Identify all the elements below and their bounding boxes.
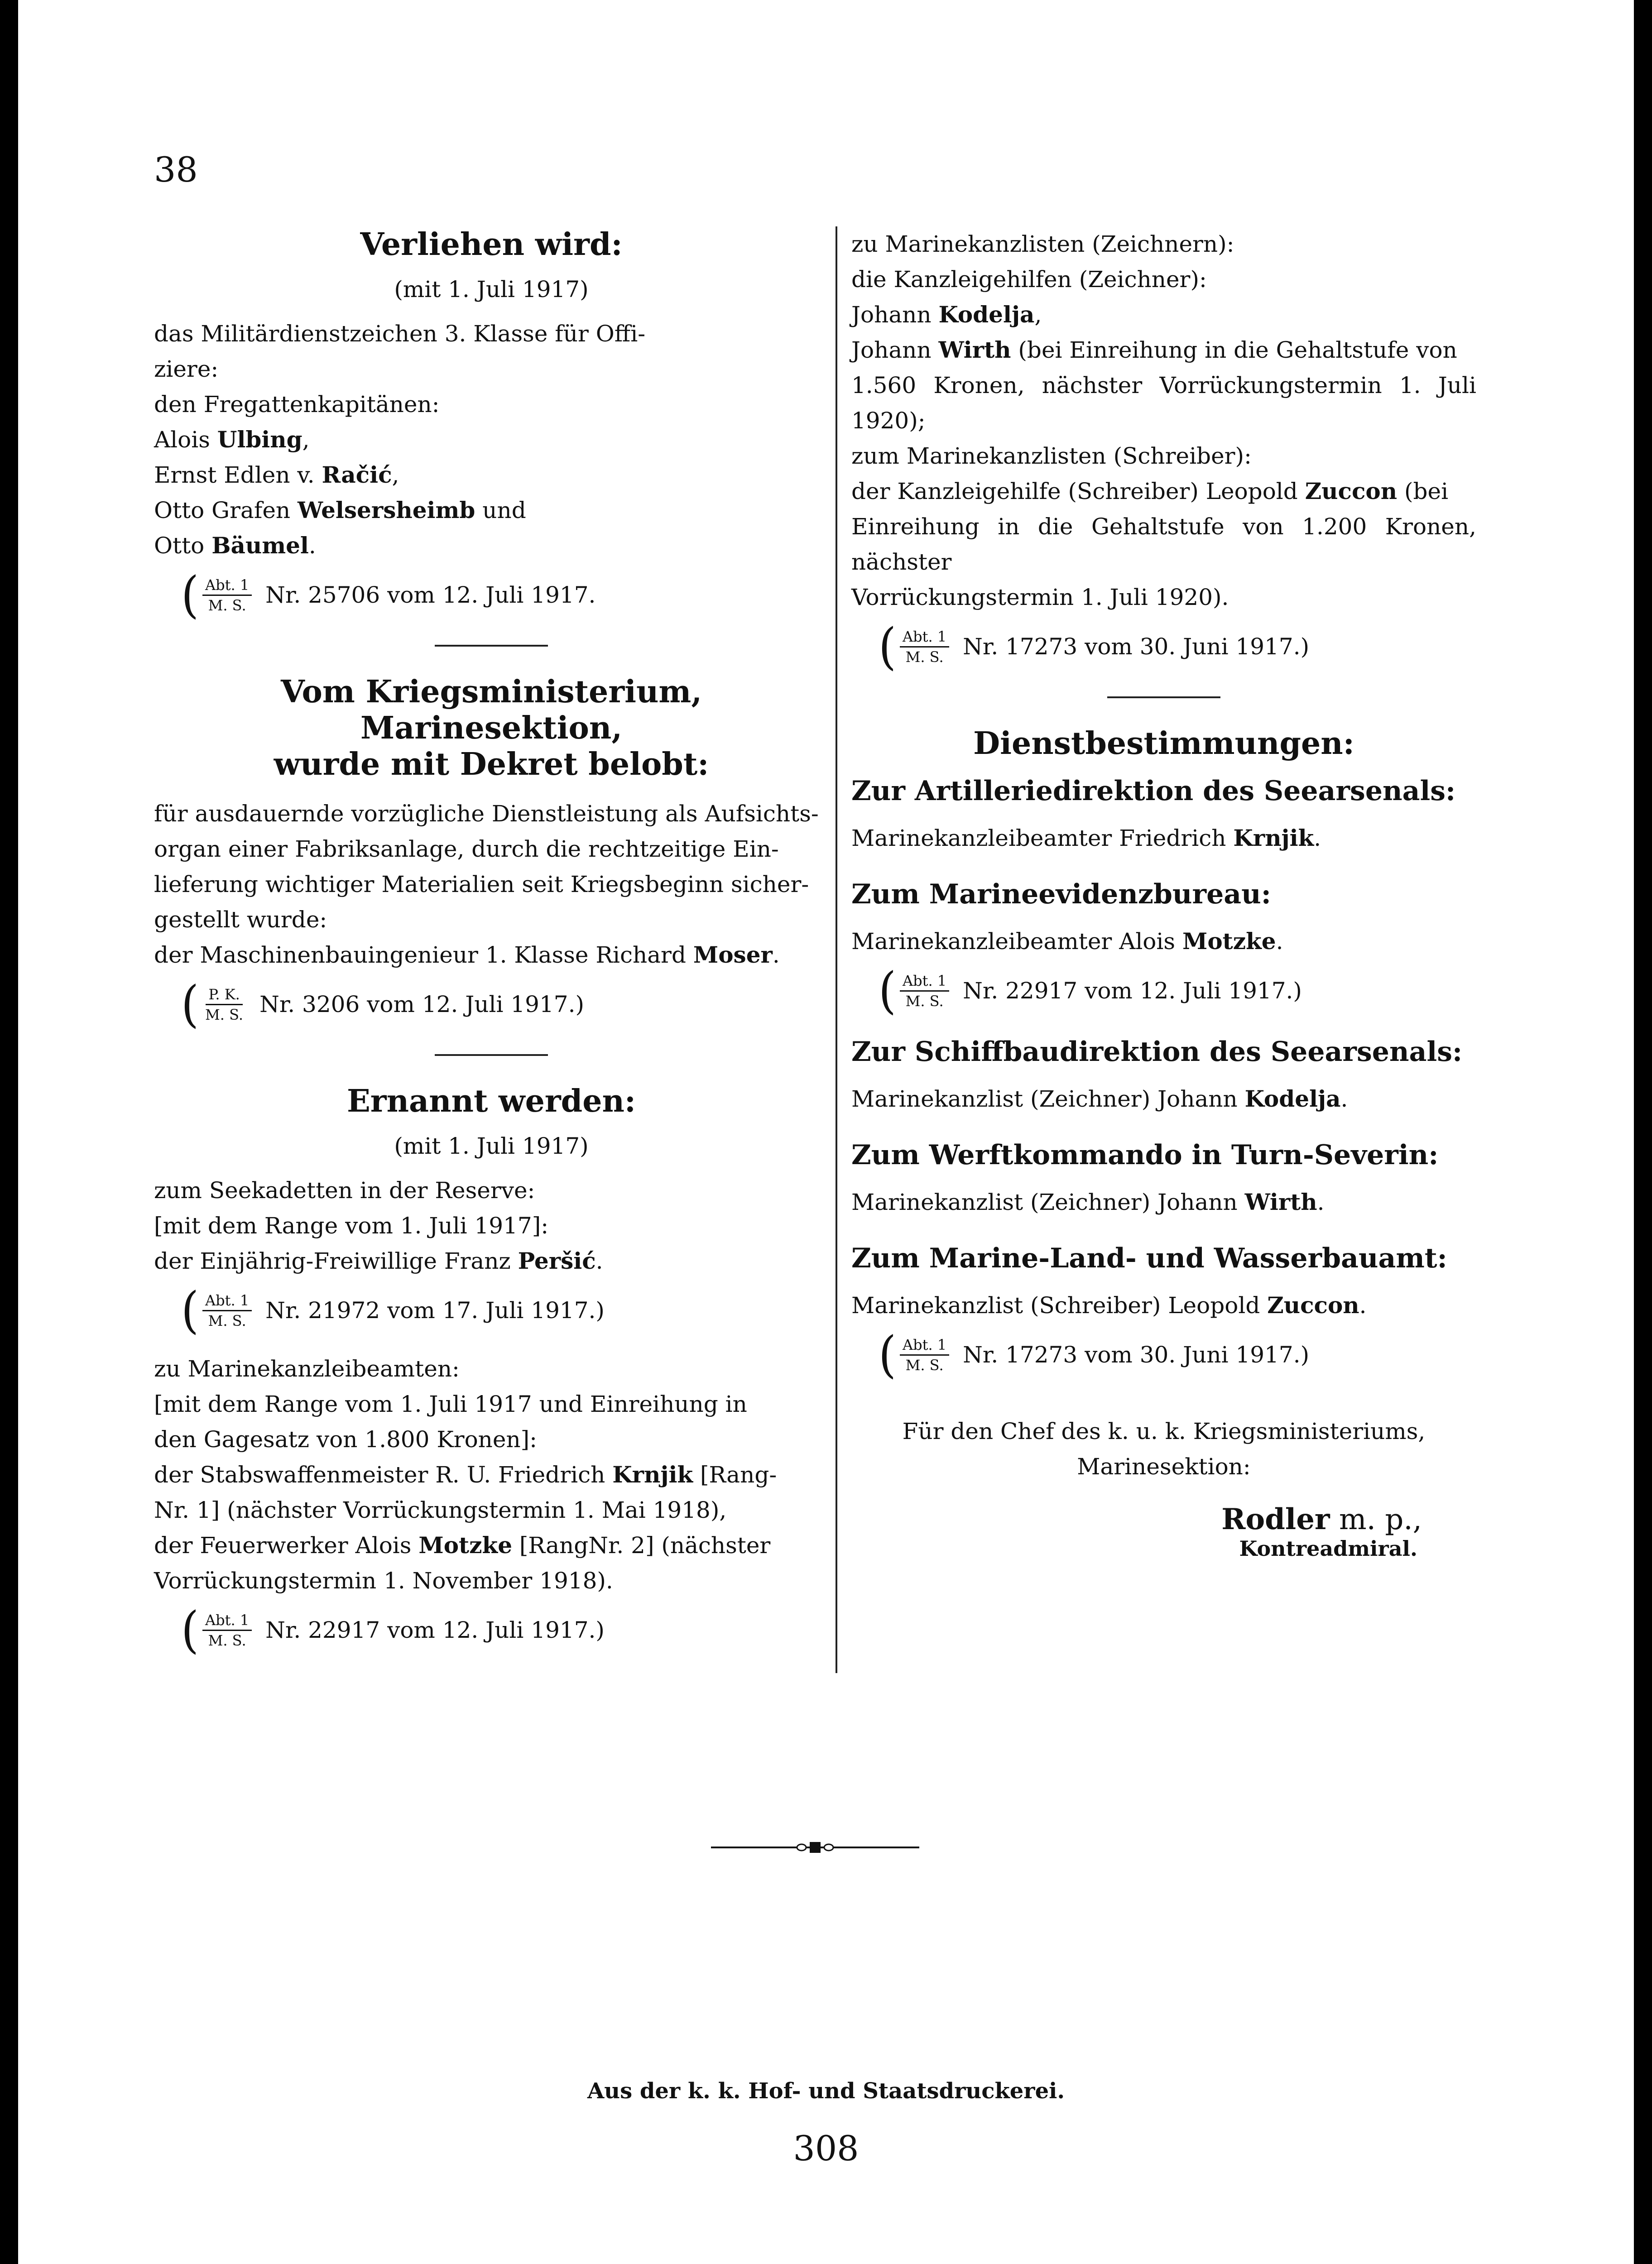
text-line: Einreihung in die Gehaltstufe von 1.200 Kronen, nächster bbox=[851, 513, 1476, 575]
separator-rule bbox=[435, 645, 548, 647]
text-line: lieferung wichtiger Materialien seit Kriegsbeginn sicher- bbox=[154, 871, 809, 897]
reference-note: ( $\frac{P. K.}{M. S.}$ Nr. 3206 vom 12. Juli 1917.) bbox=[181, 975, 584, 1033]
text-line: zu Marinekanzleibeamten: bbox=[154, 1356, 460, 1382]
name-line: Ernst Edlen v. Račić, bbox=[154, 461, 399, 488]
reference-note: ( $\frac{\text{Abt. 1}}{M. S.}$ Nr. 21972 vom 17. Juli 1917.) bbox=[181, 1281, 605, 1339]
subheading: Zur Schiffbaudirektion des Seearsenals: bbox=[851, 1036, 1463, 1068]
separator-rule bbox=[1107, 696, 1220, 698]
reference-note: ( $\frac{\text{Abt. 1}}{M. S.}$ Nr. 17273 vom 30. Juni 1917.) bbox=[879, 617, 1310, 676]
name-line: Marinekanzleibeamter Friedrich Krnjik. bbox=[851, 825, 1321, 851]
separator-rule bbox=[435, 1054, 548, 1056]
document-page bbox=[18, 0, 1634, 2264]
text-line: zum Seekadetten in der Reserve: bbox=[154, 1177, 535, 1204]
name-line: Alois Ulbing, bbox=[154, 426, 310, 453]
text-line: gestellt wurde: bbox=[154, 907, 327, 933]
section-heading-belobt: Vom Kriegsministerium, Marinesektion, bbox=[280, 674, 702, 746]
printer-imprint: Aus der k. k. Hof- und Staatsdruckerei. bbox=[587, 2078, 1065, 2104]
date-note: (mit 1. Juli 1917) bbox=[394, 1133, 589, 1159]
text-line: den Gagesatz von 1.800 Kronen]: bbox=[154, 1426, 538, 1453]
right-column bbox=[851, 226, 1476, 1561]
text-line: das Militärdienstzeichen 3. Klasse für Offi- bbox=[154, 321, 646, 347]
name-line: der Kanzleigehilfe (Schreiber) Leopold Zuccon (bei bbox=[851, 478, 1449, 504]
text-line: den Fregattenkapitänen: bbox=[154, 391, 440, 417]
text-line: ziere: bbox=[154, 356, 219, 382]
reference-note: ( $\frac{\text{Abt. 1}}{M. S.}$ Nr. 22917 vom 12. Juli 1917.) bbox=[181, 1601, 605, 1659]
text-line: für ausdauernde vorzügliche Dienstleistung als Aufsichts- bbox=[154, 801, 819, 827]
signature-block bbox=[851, 1414, 1476, 1484]
name-line: Marinekanzlist (Zeichner) Johann Kodelja. bbox=[851, 1085, 1348, 1112]
name-line: der Feuerwerker Alois Motzke [RangNr. 2] (nächster bbox=[154, 1532, 771, 1559]
subheading: Zum Werftkommando in Turn-Severin: bbox=[851, 1139, 1439, 1171]
text-line: Nr. 1] (nächster Vorrückungstermin 1. Mai 1918), bbox=[154, 1497, 727, 1523]
date-note: (mit 1. Juli 1917) bbox=[394, 276, 589, 302]
name-line: der Maschinenbauingenieur 1. Klasse Richard Moser. bbox=[154, 941, 780, 968]
subheading: Zum Marine-Land- und Wasserbauamt: bbox=[851, 1242, 1447, 1274]
ornament-divider bbox=[711, 1838, 919, 1856]
signature-line: Für den Chef des k. u. k. Kriegsministeriums, bbox=[902, 1418, 1426, 1444]
reference-note: ( $\frac{\text{Abt. 1}}{M. S.}$ Nr. 25706 vom 12. Juli 1917. bbox=[181, 566, 596, 624]
folio-number: 308 bbox=[793, 2128, 859, 2168]
left-column bbox=[154, 226, 829, 1662]
text-line: zu Marinekanzlisten (Zeichnern): bbox=[851, 231, 1234, 257]
subheading: Zur Artilleriedirektion des Seearsenals: bbox=[851, 775, 1456, 807]
name-line: Marinekanzleibeamter Alois Motzke. bbox=[851, 928, 1283, 955]
signature-line: Marinesektion: bbox=[1077, 1453, 1251, 1480]
text-line: zum Marinekanzlisten (Schreiber): bbox=[851, 443, 1252, 469]
name-line: Johann Wirth (bei Einreihung in die Gehaltstufe von bbox=[851, 336, 1457, 363]
text-line: Vorrückungstermin 1. November 1918). bbox=[154, 1568, 613, 1594]
subheading: Zum Marineevidenzbureau: bbox=[851, 878, 1271, 910]
signatory-rank: Kontreadmiral. bbox=[1239, 1536, 1417, 1561]
page-number: 38 bbox=[154, 149, 198, 190]
text-line: Vorrückungstermin 1. Juli 1920). bbox=[851, 584, 1229, 610]
reference-note: ( $\frac{\text{Abt. 1}}{M. S.}$ Nr. 17273 vom 30. Juni 1917.) bbox=[879, 1325, 1310, 1384]
section-heading-dienstbestimmungen: Dienstbestimmungen: bbox=[973, 725, 1354, 762]
name-line: Marinekanzlist (Schreiber) Leopold Zuccon. bbox=[851, 1292, 1367, 1319]
name-line: der Einjährig-Freiwillige Franz Peršić. bbox=[154, 1247, 603, 1274]
section-heading-verliehen: Verliehen wird: bbox=[360, 226, 623, 263]
text-line: organ einer Fabriksanlage, durch die rechtzeitige Ein- bbox=[154, 836, 779, 862]
name-line: der Stabswaffenmeister R. U. Friedrich Krnjik [Rang- bbox=[154, 1461, 777, 1488]
signatory bbox=[851, 1502, 1422, 1561]
text-line: [mit dem Range vom 1. Juli 1917]: bbox=[154, 1213, 549, 1239]
section-heading-belobt-2: wurde mit Dekret belobt: bbox=[274, 746, 709, 782]
name-line: Marinekanzlist (Zeichner) Johann Wirth. bbox=[851, 1189, 1325, 1215]
reference-note: ( $\frac{\text{Abt. 1}}{M. S.}$ Nr. 22917 vom 12. Juli 1917.) bbox=[879, 961, 1302, 1020]
section-heading-ernannt: Ernannt werden: bbox=[346, 1083, 636, 1119]
text-line: 1.560 Kronen, nächster Vorrückungstermin 1. Juli 1920); bbox=[851, 372, 1476, 434]
text-line: die Kanzleigehilfen (Zeichner): bbox=[851, 266, 1207, 293]
name-line: Otto Bäumel. bbox=[154, 532, 316, 559]
signatory-name: Rodler m. p., bbox=[1221, 1502, 1422, 1536]
name-line: Otto Grafen Welsersheimb und bbox=[154, 497, 526, 523]
text-line: [mit dem Range vom 1. Juli 1917 und Einreihung in bbox=[154, 1391, 747, 1417]
name-line: Johann Kodelja, bbox=[851, 301, 1042, 328]
column-divider bbox=[836, 226, 837, 1673]
